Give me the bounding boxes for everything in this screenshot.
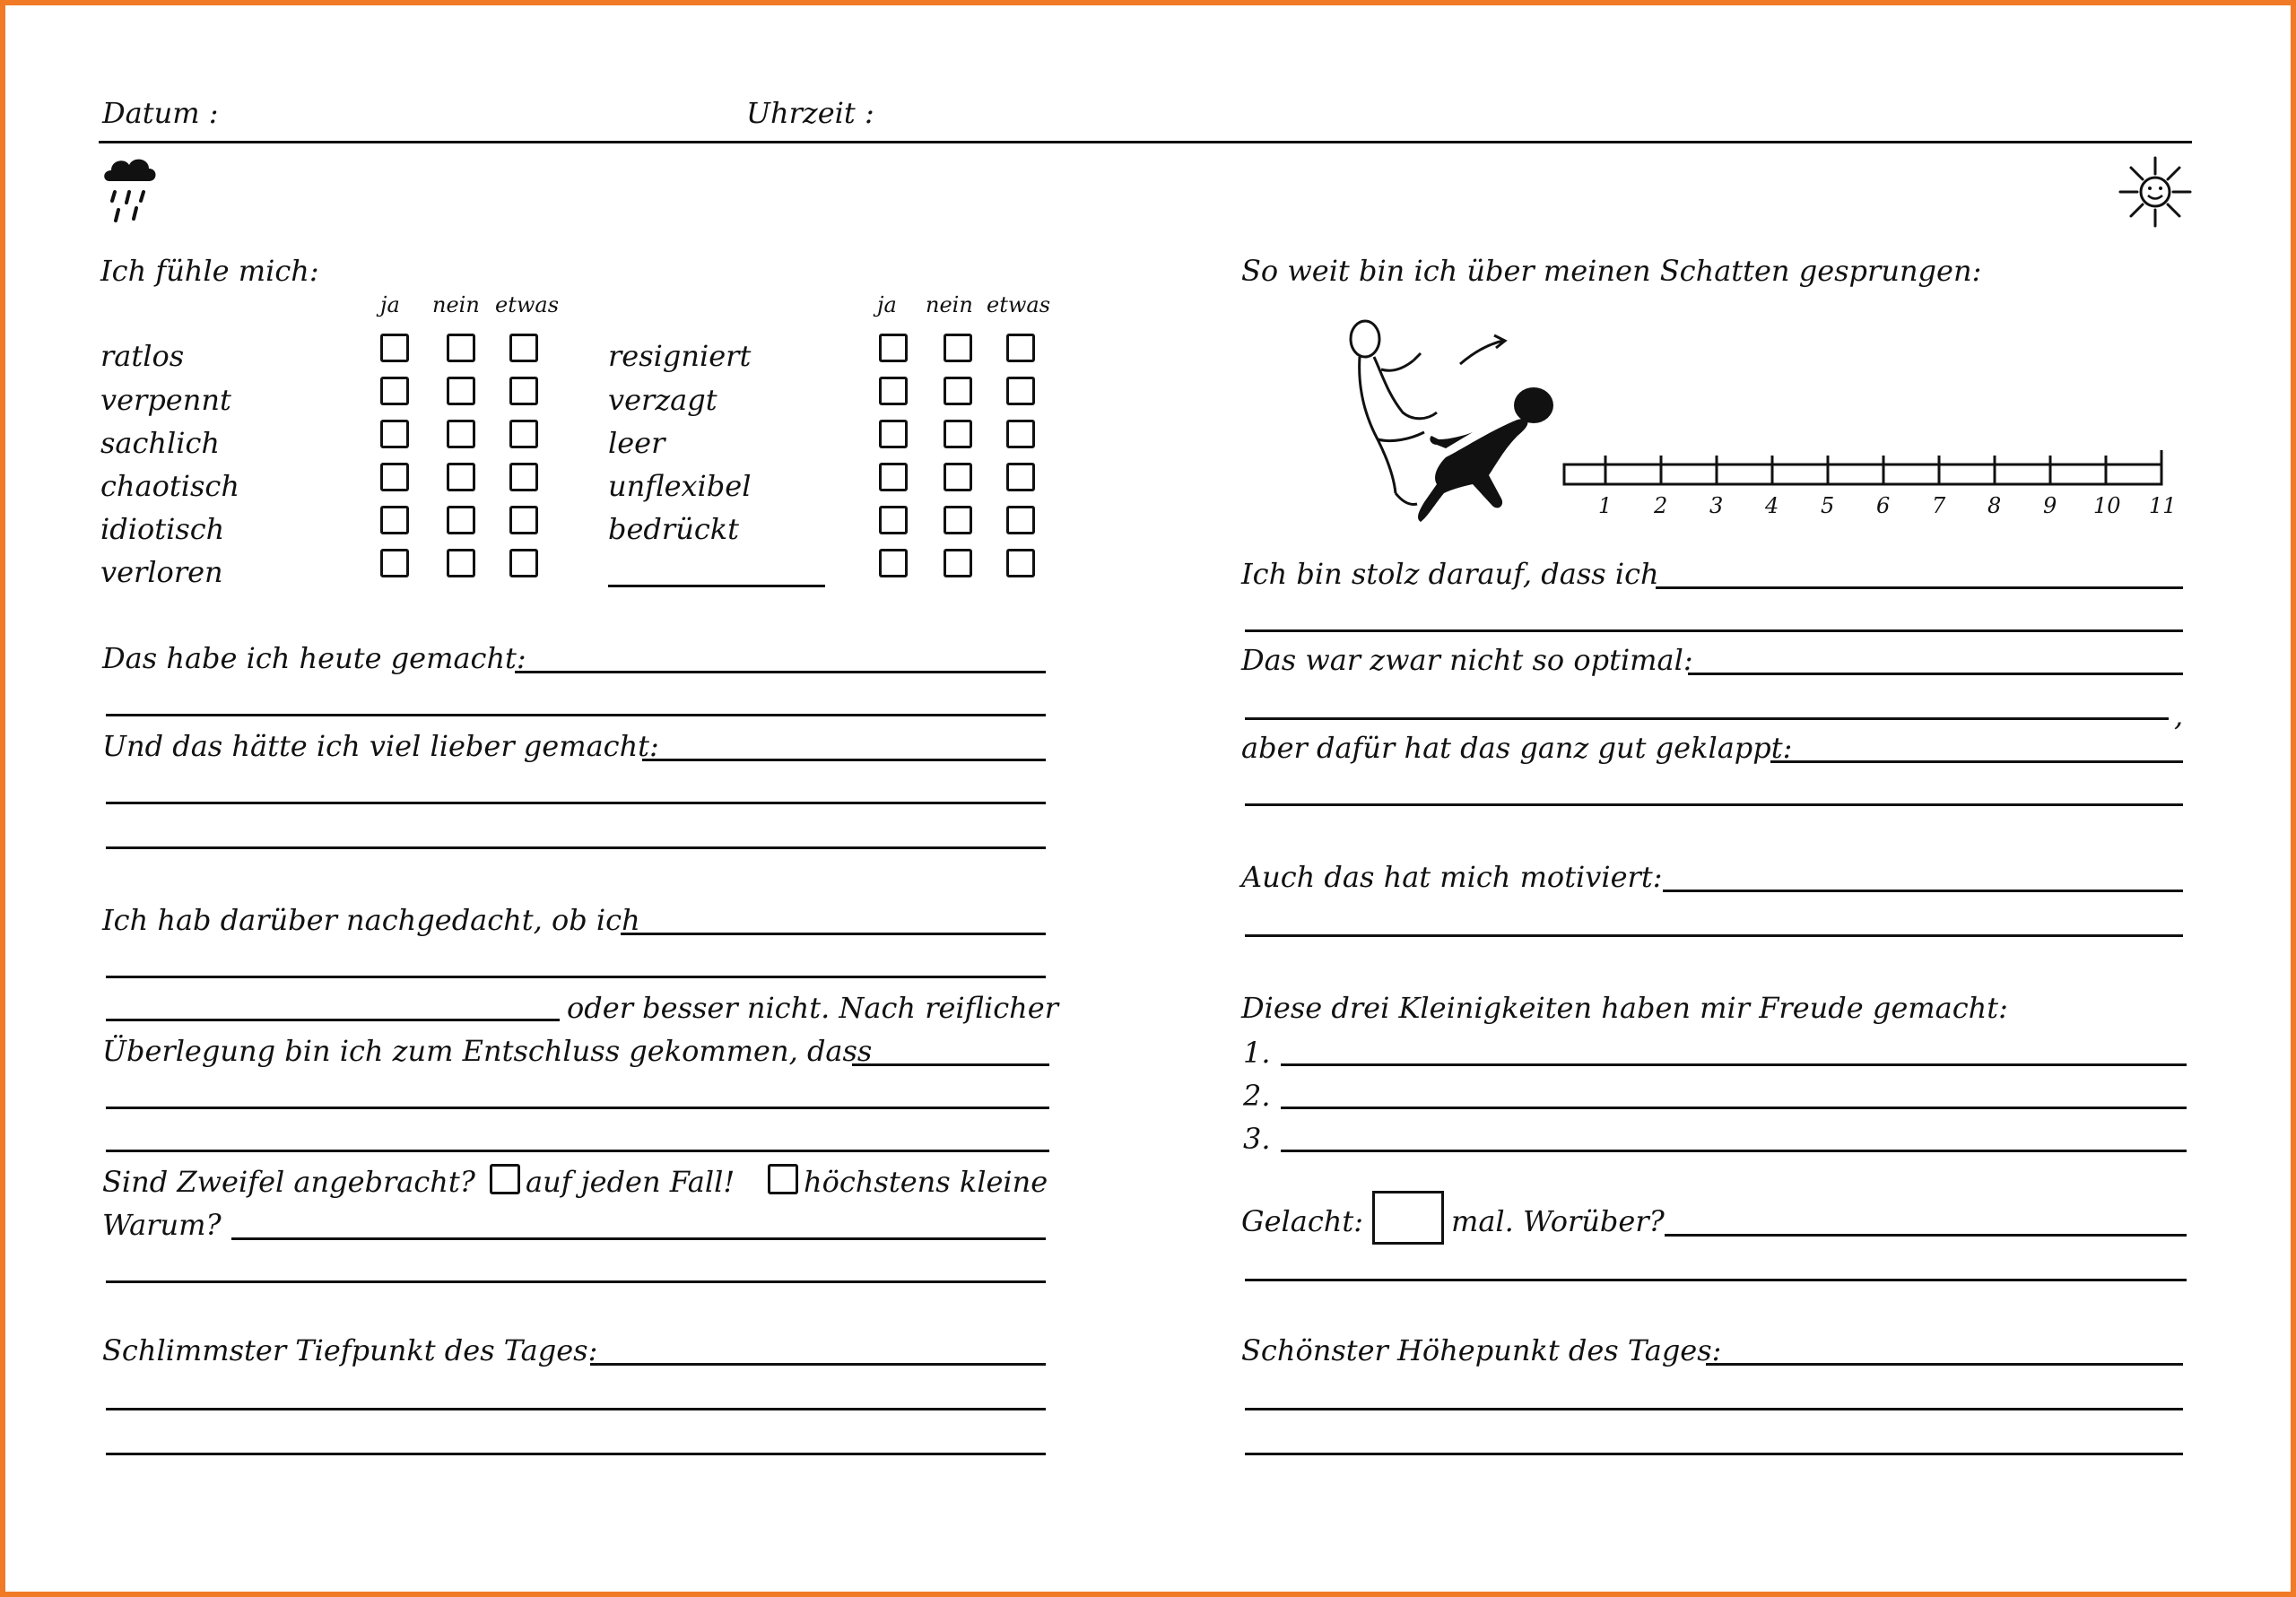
checkbox-verloren-etwas[interactable] bbox=[509, 549, 538, 577]
scale-label-3: 3 bbox=[1709, 493, 1724, 518]
rather-done-label: Und das hätte ich viel lieber gemacht: bbox=[102, 729, 659, 763]
doubts-label: Sind Zweifel angebracht? bbox=[102, 1165, 475, 1199]
thought-line-3[interactable] bbox=[106, 1019, 560, 1021]
feeling-bedrueckt: bedrückt bbox=[608, 512, 739, 546]
checkbox-chaotisch-nein[interactable] bbox=[447, 463, 475, 491]
worst-line-1[interactable] bbox=[590, 1363, 1046, 1366]
laughed-line-1[interactable] bbox=[1665, 1234, 2187, 1237]
scale-label-2: 2 bbox=[1654, 493, 1668, 518]
thought-line-2[interactable] bbox=[106, 976, 1046, 978]
rain-cloud-icon bbox=[99, 151, 161, 226]
checkbox-bedrueckt-ja[interactable] bbox=[879, 506, 908, 534]
checkbox-bedrueckt-nein[interactable] bbox=[944, 506, 972, 534]
checkbox-ratlos-ja[interactable] bbox=[380, 334, 409, 362]
rather-done-line-1[interactable] bbox=[642, 759, 1046, 761]
proud-label: Ich bin stolz darauf, dass ich bbox=[1241, 557, 1659, 591]
scale-label-9: 9 bbox=[2043, 493, 2057, 518]
thought-about-label: Ich hab darüber nachgedacht, ob ich bbox=[102, 903, 640, 937]
checkbox-chaotisch-etwas[interactable] bbox=[509, 463, 538, 491]
checkbox-idiotisch-nein[interactable] bbox=[447, 506, 475, 534]
header-rule bbox=[99, 141, 2192, 143]
three-things-number-3: 3. bbox=[1243, 1122, 1271, 1156]
not-optimal-label: Das war zwar nicht so optimal: bbox=[1241, 643, 1693, 677]
checkbox-sachlich-nein[interactable] bbox=[447, 420, 475, 448]
why-line-2[interactable] bbox=[106, 1280, 1046, 1283]
option-definitely-label: auf jeden Fall! bbox=[526, 1165, 735, 1199]
col-etwas-right: etwas bbox=[987, 292, 1051, 317]
checkbox-idiotisch-etwas[interactable] bbox=[509, 506, 538, 534]
checkbox-bedrueckt-etwas[interactable] bbox=[1006, 506, 1035, 534]
checkbox-verloren-nein[interactable] bbox=[447, 549, 475, 577]
feeling-chaotisch: chaotisch bbox=[100, 469, 239, 503]
checkbox-verpennt-ja[interactable] bbox=[380, 377, 409, 405]
scale-label-10: 10 bbox=[2093, 493, 2121, 518]
checkbox-leer-etwas[interactable] bbox=[1006, 420, 1035, 448]
checkbox-resigniert-nein[interactable] bbox=[944, 334, 972, 362]
best-label: Schönster Höhepunkt des Tages: bbox=[1241, 1333, 1722, 1367]
best-line-3[interactable] bbox=[1245, 1453, 2183, 1455]
worst-label: Schlimmster Tiefpunkt des Tages: bbox=[102, 1333, 598, 1367]
feeling-idiotisch: idiotisch bbox=[100, 512, 225, 546]
rather-done-line-3[interactable] bbox=[106, 846, 1046, 849]
laughed-line-2[interactable] bbox=[1245, 1279, 2187, 1281]
shadow-jump-illustration bbox=[1338, 314, 1562, 529]
checkbox-resigniert-etwas[interactable] bbox=[1006, 334, 1035, 362]
proud-line-1[interactable] bbox=[1656, 586, 2183, 589]
decision-line-2[interactable] bbox=[106, 1107, 1049, 1109]
motivated-line-1[interactable] bbox=[1663, 890, 2183, 892]
scale-label-11: 11 bbox=[2149, 493, 2177, 518]
shadow-heading: So weit bin ich über meinen Schatten gesprungen: bbox=[1241, 254, 1982, 288]
best-line-2[interactable] bbox=[1245, 1408, 2183, 1410]
thought-line-1[interactable] bbox=[621, 933, 1046, 935]
checkbox-ratlos-etwas[interactable] bbox=[509, 334, 538, 362]
checkbox-unflexibel-nein[interactable] bbox=[944, 463, 972, 491]
went-well-line-1[interactable] bbox=[1770, 760, 2183, 763]
checkbox-unflexibel-etwas[interactable] bbox=[1006, 463, 1035, 491]
rather-done-line-2[interactable] bbox=[106, 802, 1046, 804]
checkbox-custom-nein[interactable] bbox=[944, 549, 972, 577]
decision-line-3[interactable] bbox=[106, 1150, 1049, 1152]
col-ja-right: ja bbox=[877, 292, 897, 317]
checkbox-small-doubts[interactable] bbox=[768, 1164, 798, 1194]
feeling-ratlos: ratlos bbox=[100, 339, 185, 373]
laughed-label: Gelacht: bbox=[1241, 1204, 1363, 1238]
decision-line-1[interactable] bbox=[852, 1063, 1049, 1066]
checkbox-verzagt-ja[interactable] bbox=[879, 377, 908, 405]
checkbox-sachlich-ja[interactable] bbox=[380, 420, 409, 448]
checkbox-verzagt-etwas[interactable] bbox=[1006, 377, 1035, 405]
checkbox-idiotisch-ja[interactable] bbox=[380, 506, 409, 534]
feelings-heading: Ich fühle mich: bbox=[100, 254, 319, 288]
went-well-line-2[interactable] bbox=[1245, 803, 2183, 806]
or-better-not-text: oder besser nicht. Nach reiflicher bbox=[567, 991, 1058, 1025]
decision-label: Überlegung bin ich zum Entschluss gekommen, dass bbox=[102, 1034, 873, 1068]
checkbox-resigniert-ja[interactable] bbox=[879, 334, 908, 362]
checkbox-chaotisch-ja[interactable] bbox=[380, 463, 409, 491]
scale-label-8: 8 bbox=[1987, 493, 2002, 518]
feeling-unflexibel: unflexibel bbox=[608, 469, 752, 503]
three-things-number-2: 2. bbox=[1243, 1079, 1271, 1113]
checkbox-definitely[interactable] bbox=[490, 1164, 520, 1194]
went-well-label: aber dafür hat das ganz gut geklappt: bbox=[1241, 731, 1793, 765]
today-done-line-2[interactable] bbox=[106, 714, 1046, 716]
three-things-line-2[interactable] bbox=[1281, 1107, 2187, 1109]
three-things-label: Diese drei Kleinigkeiten haben mir Freude gemacht: bbox=[1241, 991, 2008, 1025]
checkbox-leer-ja[interactable] bbox=[879, 420, 908, 448]
not-optimal-line-2[interactable] bbox=[1245, 717, 2169, 720]
checkbox-custom-etwas[interactable] bbox=[1006, 549, 1035, 577]
checkbox-custom-ja[interactable] bbox=[879, 549, 908, 577]
three-things-line-1[interactable] bbox=[1281, 1063, 2187, 1066]
shadow-jump-scale[interactable] bbox=[1559, 445, 2178, 520]
times-why-label: mal. Worüber? bbox=[1451, 1204, 1665, 1238]
date-label: Datum : bbox=[102, 96, 219, 130]
scale-label-4: 4 bbox=[1765, 493, 1779, 518]
scale-label-7: 7 bbox=[1932, 493, 1946, 518]
today-done-line-1[interactable] bbox=[515, 671, 1046, 673]
col-etwas-left: etwas bbox=[495, 292, 560, 317]
feeling-sachlich: sachlich bbox=[100, 426, 221, 460]
col-ja-left: ja bbox=[380, 292, 400, 317]
proud-line-2[interactable] bbox=[1245, 629, 2183, 632]
checkbox-leer-nein[interactable] bbox=[944, 420, 972, 448]
checkbox-sachlich-etwas[interactable] bbox=[509, 420, 538, 448]
checkbox-verpennt-etwas[interactable] bbox=[509, 377, 538, 405]
comma-mark: , bbox=[2174, 699, 2184, 733]
checkbox-verloren-ja[interactable] bbox=[380, 549, 409, 577]
three-things-line-3[interactable] bbox=[1281, 1150, 2187, 1152]
feeling-custom-line[interactable] bbox=[608, 585, 825, 587]
motivated-label: Auch das hat mich motiviert: bbox=[1241, 860, 1663, 894]
today-done-label: Das habe ich heute gemacht: bbox=[102, 641, 526, 675]
checkbox-verzagt-nein[interactable] bbox=[944, 377, 972, 405]
why-label: Warum? bbox=[102, 1208, 222, 1242]
scale-label-5: 5 bbox=[1821, 493, 1835, 518]
checkbox-verpennt-nein[interactable] bbox=[447, 377, 475, 405]
sun-icon bbox=[2115, 154, 2196, 230]
feeling-verloren: verloren bbox=[100, 555, 223, 589]
feeling-resigniert: resigniert bbox=[608, 339, 752, 373]
col-nein-right: nein bbox=[926, 292, 973, 317]
worst-line-2[interactable] bbox=[106, 1408, 1046, 1410]
not-optimal-line-1[interactable] bbox=[1688, 673, 2183, 675]
option-small-doubts-label: höchstens kleine bbox=[804, 1165, 1048, 1199]
worst-line-3[interactable] bbox=[106, 1453, 1046, 1455]
feeling-verpennt: verpennt bbox=[100, 383, 231, 417]
checkbox-unflexibel-ja[interactable] bbox=[879, 463, 908, 491]
why-line-1[interactable] bbox=[231, 1237, 1046, 1240]
scale-label-1: 1 bbox=[1598, 493, 1613, 518]
col-nein-left: nein bbox=[432, 292, 480, 317]
laughed-count-box[interactable] bbox=[1372, 1191, 1444, 1245]
three-things-number-1: 1. bbox=[1243, 1036, 1271, 1070]
motivated-line-2[interactable] bbox=[1245, 934, 2183, 937]
checkbox-ratlos-nein[interactable] bbox=[447, 334, 475, 362]
feeling-leer: leer bbox=[608, 426, 665, 460]
feeling-verzagt: verzagt bbox=[608, 383, 718, 417]
scale-label-6: 6 bbox=[1876, 493, 1891, 518]
best-line-1[interactable] bbox=[1706, 1363, 2183, 1366]
time-label: Uhrzeit : bbox=[746, 96, 874, 130]
